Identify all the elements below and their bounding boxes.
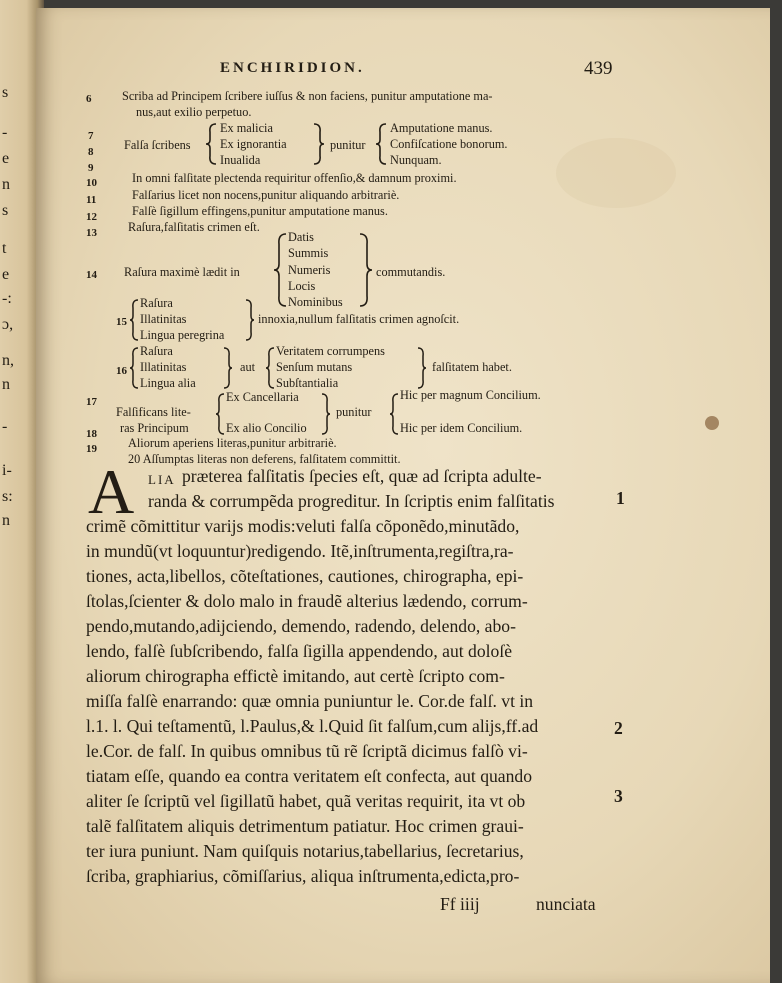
signature-mark: Ff iiij [440,894,480,914]
left-brace [272,232,288,308]
rule-number: 7 [88,130,94,142]
left-brace [374,122,388,166]
right-brace [358,232,374,308]
rule-number: 19 [86,443,97,455]
diagram-mid: Veritatem corrumpens [276,344,385,358]
diagram-cause: Ex Cancellaria [226,390,299,404]
diagram-verb: punitur [336,405,372,419]
rule-text: 20 Aſſumptas literas non deferens, falſitatem committit. [128,452,401,466]
rule-text: Falſarius licet non nocens,punitur aliquando arbitrariè. [132,188,400,202]
rule-number: 17 [86,396,97,408]
left-fragment: -: [2,290,12,307]
diagram-cause: Inualida [220,153,261,167]
diagram-penalty: Nunquam. [390,153,442,167]
left-brace [214,392,226,436]
diagram-penalty: Amputatione manus. [390,121,493,135]
diagram-penalty: Hic per idem Concilium. [400,421,523,435]
diagram-item: Raſura [140,296,173,310]
body-line: ter iura puniunt. Nam quiſquis notarius,tabellarius, ſecretarius, [86,841,524,861]
diagram-conjunction: aut [240,360,256,374]
diagram-head: Falſificans lite- [116,405,191,419]
left-fragment: i- [2,462,12,479]
left-fragment: t [2,240,7,257]
diagram-item: Raſura [140,344,173,358]
left-fragment: n, [2,352,14,369]
body-line: præterea falſitatis ſpecies eſt, quæ ad ſcripta adulte- [182,466,542,486]
diagram-penalty: Confiſcatione bonorum. [390,137,508,151]
body-line: tiones, acta,libellos, cõteſtationes, cautiones, chirographa, epi- [86,566,524,586]
body-line: aliter ſe ſcriptũ vel ſigillatũ habet, quã veritas requirit, ita vt ob [86,791,526,811]
left-brace [264,346,276,390]
rule-number: 9 [88,162,94,174]
diagram-item: Lingua peregrina [140,328,225,342]
body-line: miſſa falſè enarrando: quæ omnia puniuntur le. Cor.de falſ. vt in [86,691,534,711]
rule-number: 11 [86,194,97,206]
rule-number: 18 [86,428,97,440]
rule-number: 12 [86,211,97,223]
right-brace [312,122,326,166]
first-word: LIA [148,472,176,487]
body-line: lendo, falſè ſubſcribendo, falſa ſigilla appendendo, aut doloſè [86,641,513,661]
right-brace [416,346,428,390]
body-line: pendo,mutando,adijciendo, demendo, radendo, delendo, abo- [86,616,516,636]
left-fragment: e [2,266,10,283]
rule-number: 13 [86,227,97,239]
margin-number: 2 [614,718,623,738]
body-line: aliorum chirographa effictè imitando, aut certè ſcripto com- [86,666,505,686]
body-line: randa & corrumpẽda progreditur. In ſcriptis enim falſitatis [148,491,555,511]
paper-stain [556,138,676,208]
diagram-item: Nominibus [288,295,343,309]
left-brace [128,346,140,390]
diagram-head: ras Principum [120,421,189,435]
diagram-item: Locis [288,279,316,293]
diagram-item: Illatinitas [140,360,187,374]
ink-stain [705,416,719,430]
diagram-mid: Senſum mutans [276,360,353,374]
body-line: l.1. l. Qui teſtamentũ, l.Paulus,& l.Quid ſit falſum,cum alijs,ff.ad [86,716,539,736]
diagram-tail: falſitatem habet. [432,360,512,374]
left-fragment: s [2,84,9,101]
margin-number: 3 [614,786,623,806]
diagram-item: Summis [288,246,329,260]
left-brace [388,392,400,436]
diagram-cause: Ex malicia [220,121,273,135]
left-fragment: s [2,202,9,219]
diagram-item: Lingua alia [140,376,196,390]
rule-text: In omni falſitate plectenda requiritur offenſio,& damnum proximi. [132,171,457,185]
margin-number: 1 [616,488,625,508]
left-fragment: s: [2,488,13,505]
body-line: ſtolas,ſcienter & dolo malo in fraudẽ alterius lædendo, corrum- [86,591,528,611]
left-brace [128,298,140,342]
body-line: tiatam eſſe, quando ea contra veritatem eſt confecta, aut quando [86,766,532,786]
body-line: crimẽ cõmittitur varijs modis:veluti falſa cõponẽdo,minutãdo, [86,516,520,536]
rule-number: 16 [116,365,127,377]
right-brace [244,298,256,342]
rule-number: 8 [88,146,94,158]
page-number: 439 [584,58,613,79]
left-fragment: - [2,418,8,435]
right-brace [222,346,234,390]
rule-text: nus,aut exilio perpetuo. [136,105,252,119]
diagram-item: Numeris [288,263,331,277]
body-line: talẽ falſitatem aliquis detrimentum patiatur. Hoc crimen graui- [86,816,524,836]
right-brace [320,392,332,436]
left-fragment: n [2,176,10,193]
diagram-cause: Ex ignorantia [220,137,287,151]
diagram-verb: punitur [330,138,366,152]
rule-text: Aliorum aperiens literas,punitur arbitrariè. [128,436,337,450]
diagram-head: Raſura maximè lædit in [124,265,240,279]
diagram-tail: commutandis. [376,265,446,279]
rule-number: 15 [116,316,127,328]
diagram-tail: innoxia,nullum falſitatis crimen agnoſcit. [258,312,460,326]
rule-number: 10 [86,177,97,189]
left-fragment: - [2,124,8,141]
diagram-mid: Subſtantialia [276,376,339,390]
diagram-penalty: Hic per magnum Concilium. [400,388,541,402]
diagram-item: Datis [288,230,314,244]
drop-cap: A [88,456,135,527]
left-fragment: ɔ, [2,316,14,333]
rule-number: 6 [86,93,92,105]
left-fragment: n [2,512,10,529]
running-title: ENCHIRIDION. [220,60,365,76]
rule-number: 14 [86,269,97,281]
diagram-head: Falſa ſcribens [124,138,191,152]
rule-text: Falſè ſigillum effingens,punitur amputatione manus. [132,204,388,218]
diagram-cause: Ex alio Concilio [226,421,307,435]
left-brace [204,122,218,166]
rule-text: Raſura,falſitatis crimen eſt. [128,220,260,234]
diagram-item: Illatinitas [140,312,187,326]
book-page [36,8,770,983]
body-line: le.Cor. de falſ. In quibus omnibus tũ rẽ ſcriptã dicimus falſò vi- [86,741,528,761]
catchword: nunciata [536,894,596,914]
rule-text: Scriba ad Principem ſcribere iuſſus & non faciens, punitur amputatione ma- [122,89,493,103]
left-fragment: e [2,150,10,167]
body-line: in mundũ(vt loquuntur)redigendo. Itẽ,inſtrumenta,regiſtra,ra- [86,541,514,561]
left-fragment: n [2,376,10,393]
body-line: ſcriba, graphiarius, cõmiſſarius, aliqua inſtrumenta,edicta,pro- [86,866,520,886]
